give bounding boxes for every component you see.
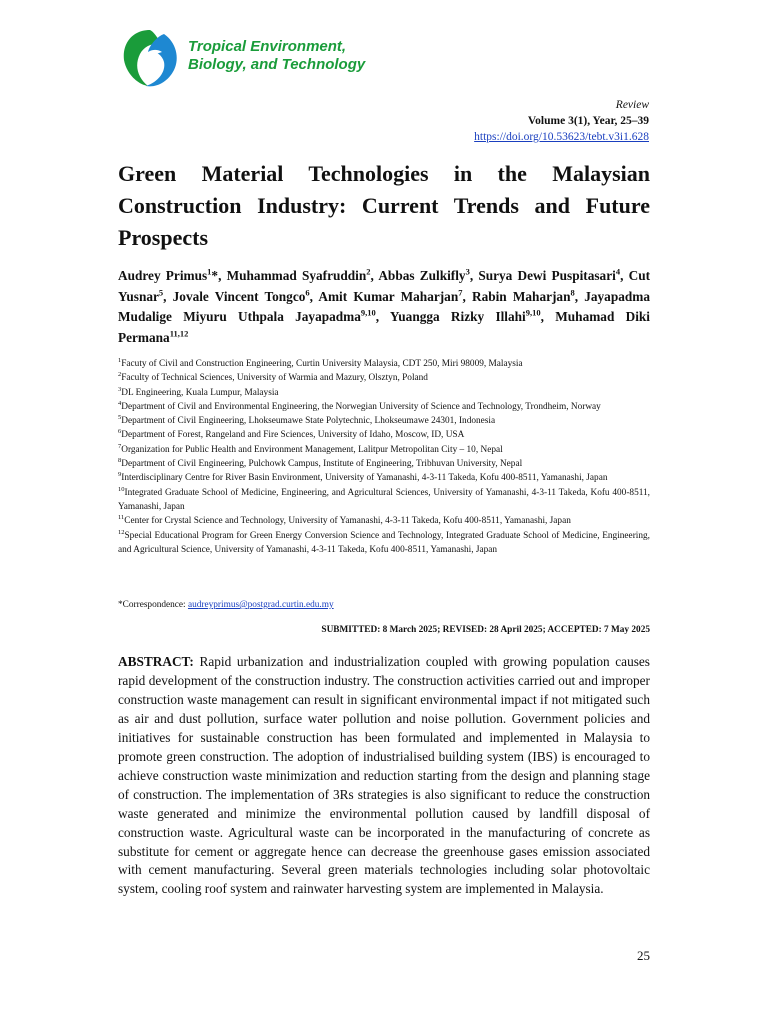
author-affiliation-ref: 4	[615, 266, 621, 277]
author-name: Jovale Vincent Tongco	[172, 288, 306, 304]
author-affiliation-ref: 9,10	[360, 307, 376, 318]
author-affiliation-ref: 3	[465, 266, 470, 277]
author-separator: ,	[469, 268, 479, 283]
author-affiliation-ref: 6	[305, 287, 310, 298]
affiliation-text: Facuty of Civil and Construction Engineering, Curtin University Malaysia, CDT 250, Miri 98009, Malaysia	[121, 359, 523, 369]
journal-logo	[118, 26, 388, 96]
author-separator: ,	[163, 288, 173, 304]
author	[318, 289, 472, 304]
affiliation	[118, 400, 650, 414]
author-separator: ,	[620, 268, 629, 283]
author	[478, 268, 628, 283]
correspondence-label: *Correspondence:	[118, 600, 188, 610]
affiliation	[118, 529, 650, 558]
affiliation	[118, 486, 650, 515]
affiliation-text: Department of Civil Engineering, Lhokseumawe State Polytechnic, Lhokseumawe 24301, Indonesia	[121, 416, 496, 427]
article-title: Green Material Technologies in the Malaysian Construction Industry: Current Trends and Future Prospects	[118, 161, 650, 250]
affiliation-list	[118, 357, 650, 557]
affiliation-number: 12	[118, 528, 125, 536]
leaf-globe-icon	[118, 26, 182, 90]
author-affiliation-ref: 2	[366, 266, 371, 277]
article-meta	[474, 97, 649, 145]
affiliation-number: 3	[118, 385, 122, 393]
author-affiliation-ref: 9,10	[525, 307, 541, 318]
affiliation-text: DL Engineering, Kuala Lumpur, Malaysia	[121, 387, 279, 398]
author-name: Abbas Zulkifly	[378, 268, 466, 283]
affiliation-number: 5	[118, 414, 122, 422]
affiliation-number: 10	[118, 485, 125, 493]
author-name: Amit Kumar Maharjan	[318, 288, 459, 304]
correspondence	[118, 599, 334, 612]
affiliation-text: Center for Crystal Science and Technology, University of Yamanashi, 4-3-11 Takeda, Kofu 400-8511, Yamanashi, Japan	[124, 516, 571, 527]
author-affiliation-ref: 1	[207, 266, 212, 277]
affiliation	[118, 443, 650, 457]
affiliation	[118, 471, 650, 485]
author-separator: ,	[462, 288, 472, 304]
affiliation-number: 8	[118, 456, 122, 464]
author-separator: ,	[309, 288, 319, 304]
affiliation-number: 7	[118, 442, 122, 450]
author-name: Rabin Maharjan	[471, 288, 571, 304]
author-affiliation-ref: 11,12	[169, 328, 189, 339]
affiliation	[118, 457, 650, 471]
doi-link[interactable]: https://doi.org/10.53623/tebt.v3i1.628	[474, 131, 649, 143]
author-name: Muhammad Syafruddin	[226, 268, 367, 283]
abstract-text: Rapid urbanization and industrialization coupled with growing population causes rapid development of the construction industry. The construction activities carried out and improper construction waste management can result in significant environmental impact if not mitigated such as air and dust pollution, surface water pollution and noise pollution. Government policies and initiatives for sustainable construction has been formulated and implemented in Malaysia to promote green construction. The adoption of industrialised building system (IBS) is encouraged to achieve construction waste minimization and reduction starting from the design and planning stage of construction. The implementation of 3Rs strategies is also significant to reduce the construction waste generated and minimize the environmental pollution caused by landfill disposal of construction waste. Agricultural waste can be incorporated in the manufacturing of concrete as substitute for cement or aggregate hence can decrease the greenhouse gases emission associated with cement manufacturing. Several green materials technologies including solar photovoltaic system, cooling roof system and rainwater harvesting system are implemented in Malaysia.	[118, 654, 650, 897]
affiliation	[118, 371, 650, 385]
author-name: Jayapadma Mudalige Miyuru Uthpala Jayapadma	[118, 288, 650, 324]
affiliation-number: 6	[118, 428, 122, 436]
page-number: 25	[637, 948, 650, 963]
affiliation-number: 2	[118, 371, 122, 379]
author	[472, 289, 584, 304]
affiliation-number: 9	[118, 471, 122, 479]
affiliation-text: Faculty of Technical Sciences, University of Warmia and Mazury, Olsztyn, Poland	[121, 373, 428, 384]
author-list	[118, 266, 650, 348]
author-name: Yuangga Rizky Illahi	[389, 309, 526, 324]
affiliation	[118, 386, 650, 400]
author-affiliation-ref: 8	[570, 287, 575, 298]
journal-name	[188, 38, 365, 74]
journal-name-line2: Biology, and Technology	[188, 56, 366, 73]
author	[118, 268, 227, 283]
author-separator: *,	[211, 268, 227, 283]
author-separator: ,	[540, 309, 556, 324]
correspondence-email[interactable]: audreyprimus@postgrad.curtin.edu.my	[187, 600, 334, 610]
affiliation	[118, 514, 650, 528]
affiliation-text: Integrated Graduate School of Medicine, Engineering, and Agricultural Sciences, University of Yamanashi, 4-3-11 Takeda, Kofu 400-8511, Yamanashi, Japan	[118, 487, 650, 512]
submission-dates: SUBMITTED: 8 March 2025; REVISED: 28 April 2025; ACCEPTED: 7 May 2025	[321, 625, 650, 635]
article-type: Review	[615, 99, 649, 111]
author	[378, 268, 478, 283]
author-separator: ,	[574, 288, 585, 304]
affiliation-text: Organization for Public Health and Environment Management, Lalitpur Metropolitan City – 10, Nepal	[121, 444, 503, 455]
affiliation-number: 11	[118, 514, 125, 522]
affiliation	[118, 414, 650, 428]
affiliation-text: Department of Civil Engineering, Pulchowk Campus, Institute of Engineering, Tribhuvan University, Nepal	[121, 459, 523, 470]
author-name: Surya Dewi Puspitasari	[478, 268, 616, 283]
affiliation-text: Department of Forest, Rangeland and Fire Sciences, University of Idaho, Moscow, ID, USA	[121, 430, 465, 441]
author-separator: ,	[375, 309, 390, 324]
author	[173, 289, 319, 304]
author-separator: ,	[370, 268, 379, 283]
volume-info: Volume 3(1), Year, 25–39	[527, 115, 649, 127]
affiliation	[118, 428, 650, 442]
author-affiliation-ref: 7	[458, 287, 463, 298]
journal-name-line1: Tropical Environment,	[188, 38, 347, 55]
abstract	[118, 653, 650, 899]
affiliation-text: Special Educational Program for Green Energy Conversion Science and Technology, Integrated Graduate School of Medicine, Engineering, and Agricultural Science, University of Yamanashi, 4-3-11 Takeda, Kofu 400-8511, Yamanashi, Japan	[118, 530, 650, 555]
affiliation	[118, 357, 650, 371]
author	[227, 268, 379, 283]
affiliation-text: Interdisciplinary Centre for River Basin Environment, University of Yamanashi, 4-3-11 Takeda, Kofu 400-8511, Yamanashi, Japan	[121, 473, 608, 484]
abstract-label: ABSTRACT:	[118, 654, 194, 669]
affiliation-number: 4	[118, 399, 122, 407]
author-name: Muhamad Diki Permana	[118, 309, 651, 345]
author-name: Cut Yusnar	[118, 268, 651, 304]
affiliation-text: Department of Civil and Environmental Engineering, the Norwegian University of Science and Technology, Trondheim, Norway	[121, 401, 601, 412]
author	[390, 309, 555, 324]
affiliation-number: 1	[118, 356, 122, 364]
author-affiliation-ref: 5	[158, 287, 164, 298]
author-name: Audrey Primus	[118, 268, 208, 283]
